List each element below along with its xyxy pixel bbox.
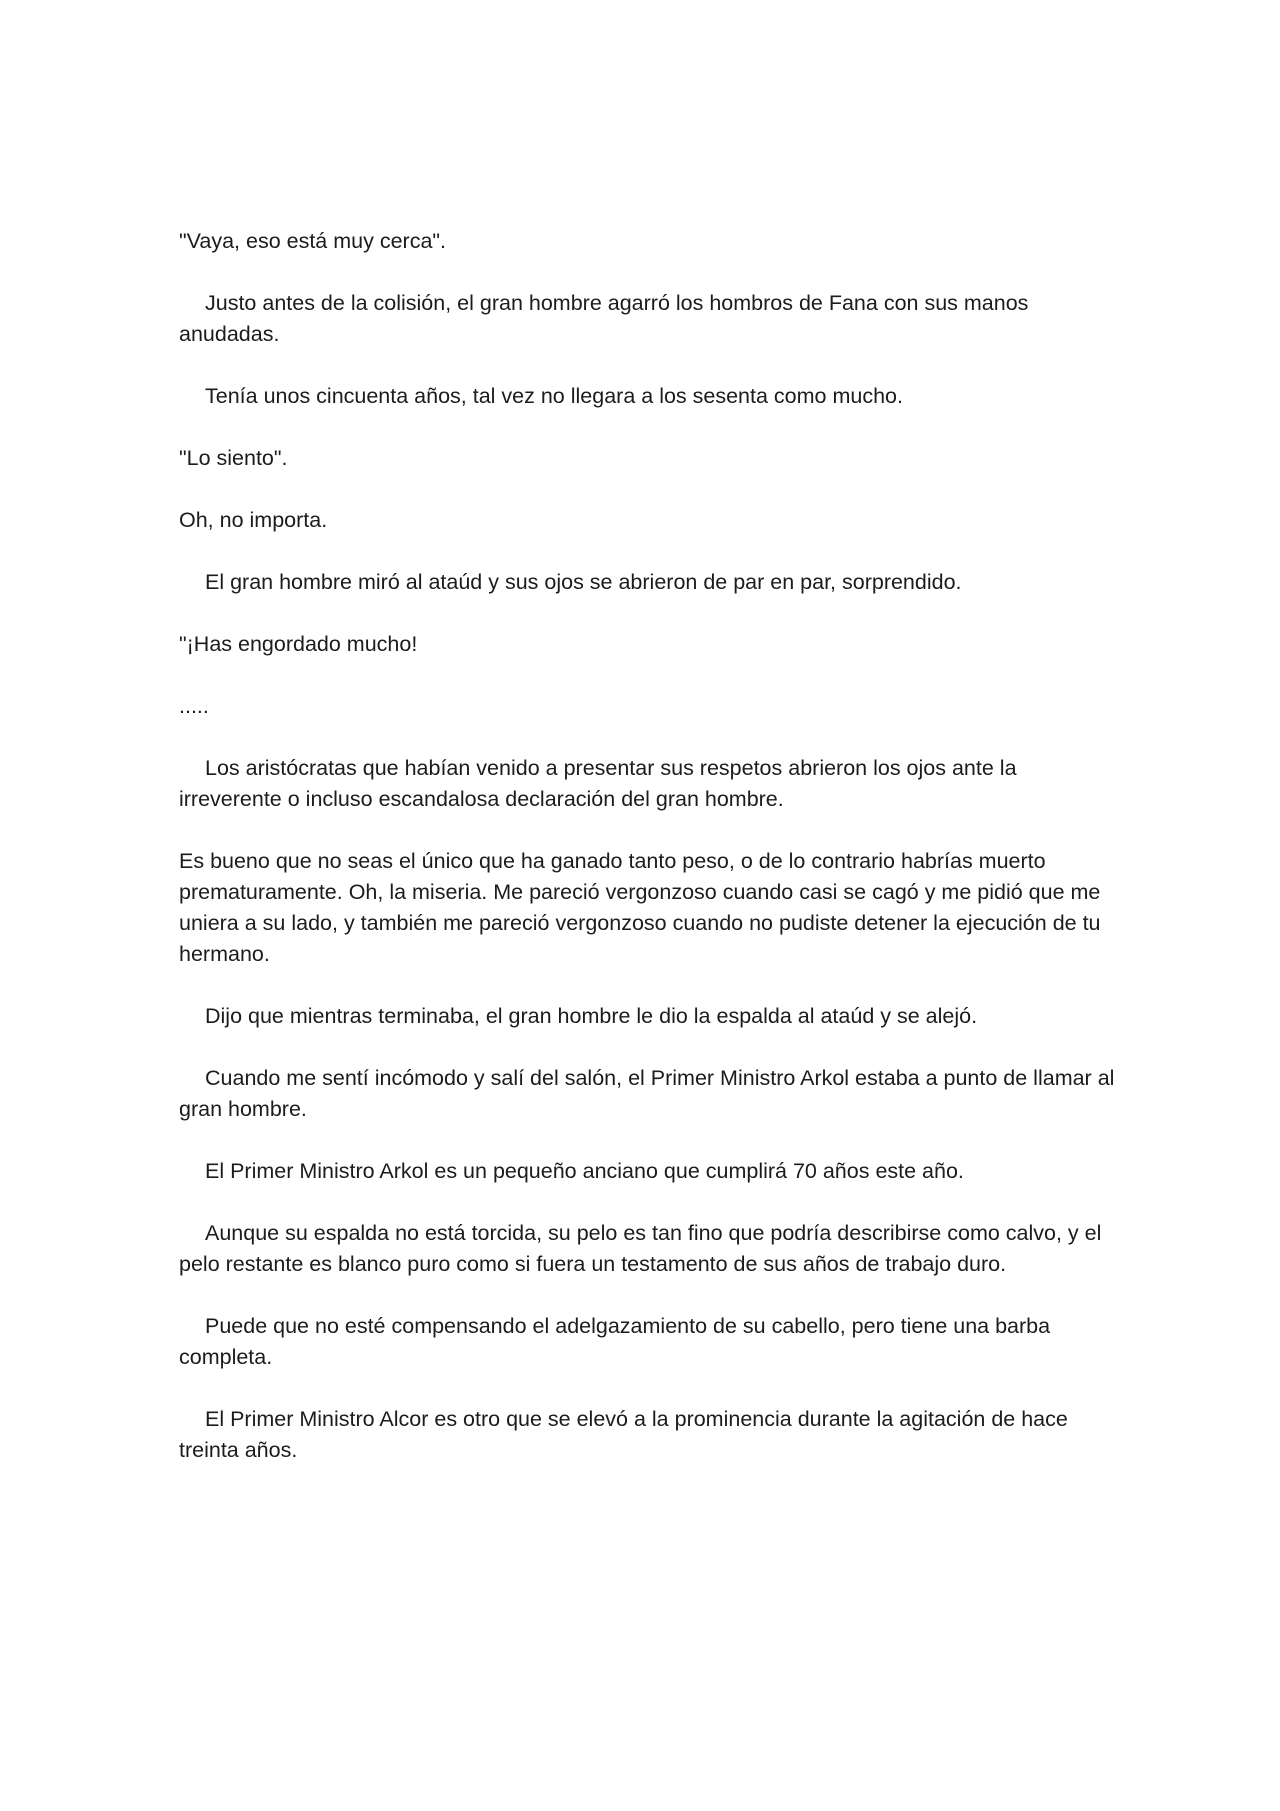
paragraph: Aunque su espalda no está torcida, su pelo es tan fino que podría describirse como calvo, y el pelo restante es blanco puro como si fuera un testamento de sus años de trabajo duro. — [179, 1221, 1102, 1276]
paragraph: Puede que no esté compensando el adelgazamiento de su cabello, pero tiene una barba completa. — [179, 1314, 1051, 1369]
body-text — [179, 226, 1119, 1497]
paragraph: Cuando me sentí incómodo y salí del salón, el Primer Ministro Arkol estaba a punto de llamar al gran hombre. — [179, 1066, 1115, 1121]
paragraph: El Primer Ministro Arkol es un pequeño anciano que cumplirá 70 años este año. — [205, 1159, 964, 1183]
paragraph: Justo antes de la colisión, el gran hombre agarró los hombros de Fana con sus manos anudadas. — [179, 291, 1029, 346]
paragraph: Es bueno que no seas el único que ha ganado tanto peso, o de lo contrario habrías muerto prematuramente. Oh, la miseria. Me pareció vergonzoso cuando casi se cagó y me pidió que me uniera a su lado, y también me pareció vergonzoso cuando no pudiste detener la ejecución de tu hermano. — [179, 849, 1101, 966]
paragraph: El gran hombre miró al ataúd y sus ojos se abrieron de par en par, sorprendido. — [205, 570, 962, 594]
paragraph: Los aristócratas que habían venido a presentar sus respetos abrieron los ojos ante la irreverente o incluso escandalosa declaración del gran hombre. — [179, 756, 1017, 811]
paragraph: Tenía unos cincuenta años, tal vez no llegara a los sesenta como mucho. — [205, 384, 903, 408]
paragraph: Dijo que mientras terminaba, el gran hombre le dio la espalda al ataúd y se alejó. — [205, 1004, 978, 1028]
paragraph: "¡Has engordado mucho! — [179, 632, 418, 656]
paragraph: "Vaya, eso está muy cerca". — [179, 229, 447, 253]
paragraph: Oh, no importa. — [179, 508, 328, 532]
paragraph: El Primer Ministro Alcor es otro que se elevó a la prominencia durante la agitación de hace treinta años. — [179, 1407, 1068, 1462]
paragraph: ..... — [179, 694, 209, 718]
paragraph: "Lo siento". — [179, 446, 288, 470]
